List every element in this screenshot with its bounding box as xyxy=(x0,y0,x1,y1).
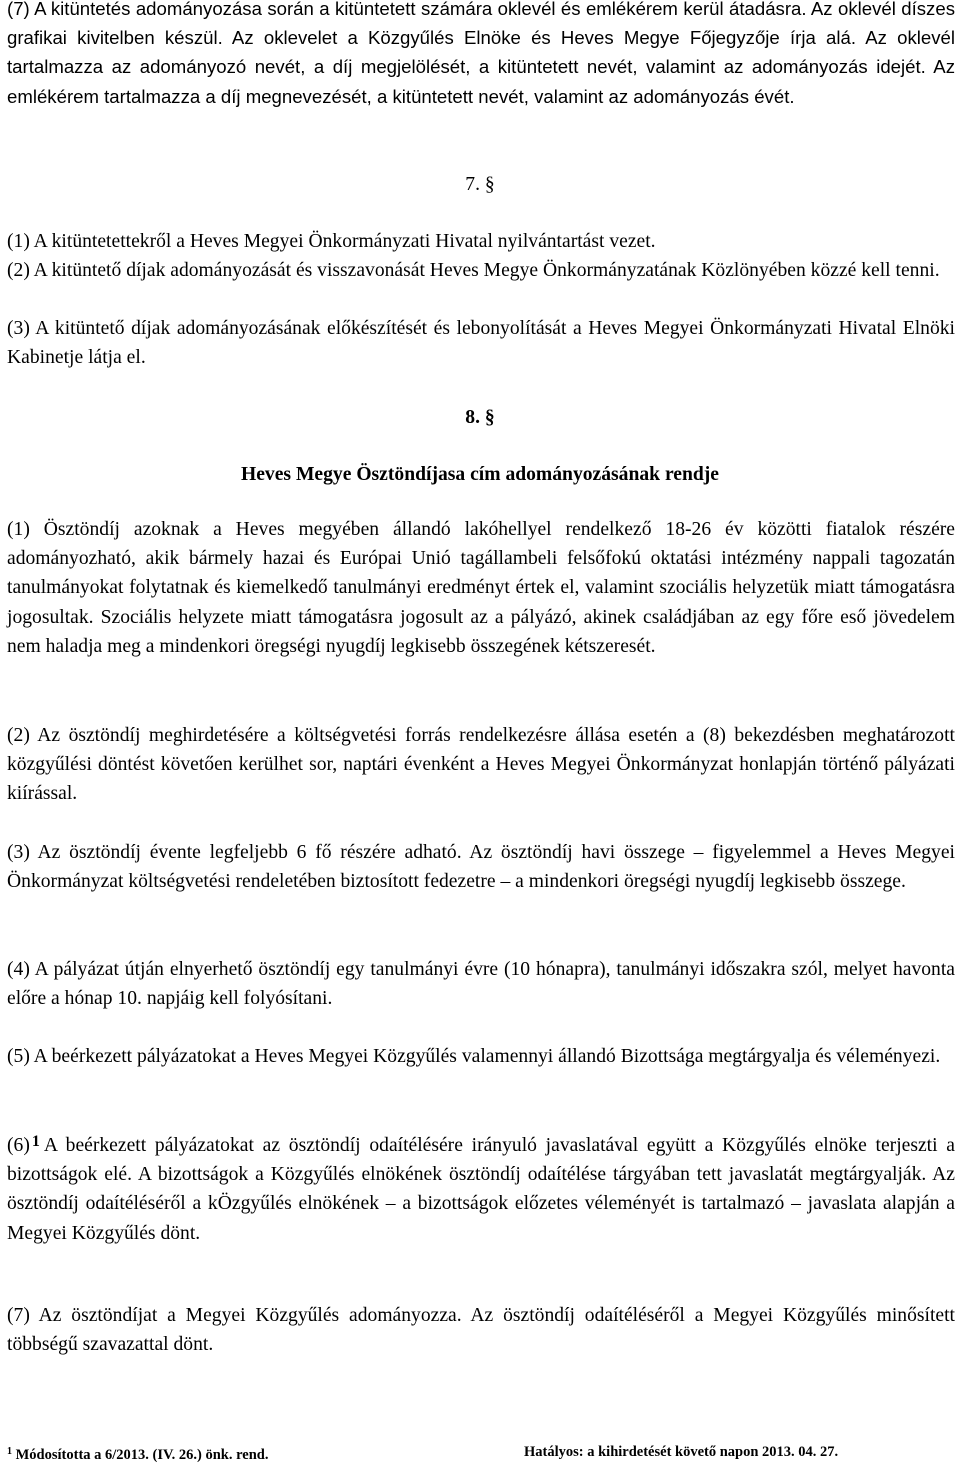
section-7-heading: 7. § xyxy=(465,174,495,195)
paragraph-6-text: A beérkezett pályázatokat az ösztöndíj odaítélésére irányuló javaslatával együtt a Közgyűlés elnöke terjeszti a bizottságok elé. A bizottságok a Közgyűlés elnökének ösztöndíj odaítélése tárgyában tett javaslatát megtárgyalják. Az ösztöndíj odaítéléséről a kÖzgyűlés elnökének – a bizottságok előzetes véleményét is tartalmazó – javaslata alapján a Megyei Közgyűlés dönt. xyxy=(7,1135,955,1244)
paragraph-7-text-c: Az emlékérem tartalmazza a díj megnevezését, a kitüntetett nevét, valamint az adományozás évét. xyxy=(7,56,955,107)
section-7-paragraph-3: (3) A kitüntető díjak adományozásának előkészítését és lebonyolítását a Heves Megyei Önkormányzati Hivatal Elnöki Kabinetje látja el. xyxy=(7,318,955,369)
paragraph-6-number: (6) xyxy=(7,1135,30,1156)
footnote xyxy=(7,1442,955,1465)
section-8-paragraph-2: (2) Az ösztöndíj meghirdetésére a költségvetési forrás rendelkezésre állása esetén a (8) bekezdésben meghatározott közgyűlési döntést követően kerülhet sor, naptári évenként a Heves Megyei Önkormányzat honlapján történő pályázati kiírással. xyxy=(7,725,955,805)
section-8-paragraph-5: (5) A beérkezett pályázatokat a Heves Megyei Közgyűlés valamennyi állandó Bizottsága megtárgyalja és véleményezi. xyxy=(7,1046,941,1067)
paragraph-7-text-b: Az oklevél tartalmazza az adományozó nevét, a díj megjelölését, a kitüntetett nevét, valamint az adományozás idejét. xyxy=(7,27,955,78)
section-8-paragraph-4: (4) A pályázat útján elnyerhető ösztöndíj egy tanulmányi évre (10 hónapra), tanulmányi időszakra szól, melyet havonta előre a hónap 10. napjáig kell folyósítani. xyxy=(7,959,955,1010)
section-8-paragraph-7: (7) Az ösztöndíjat a Megyei Közgyűlés adományozza. Az ösztöndíj odaítéléséről a Megyei Közgyűlés minősített többségű szavazattal dönt. xyxy=(7,1305,955,1356)
section-7-paragraph-2: (2) A kitüntető díjak adományozását és visszavonását Heves Megye Önkormányzatának Közlönyében közzé kell tenni. xyxy=(7,260,940,281)
footnote-marker: 1 xyxy=(7,1446,12,1457)
section-8-paragraph-3: (3) Az ösztöndíj évente legfeljebb 6 fő részére adható. Az ösztöndíj havi összege – figyelemmel a Heves Megyei Önkormányzat költségvetési rendeletében biztosított fedezetre – a mindenkori öregségi nyugdíj legkisebb összege. xyxy=(7,842,955,893)
section-8-title: Heves Megye Ösztöndíjasa cím adományozásának rendje xyxy=(240,464,720,485)
footnote-amendment: Módosította a 6/2013. (IV. 26.) önk. rend. xyxy=(15,1447,269,1463)
footnote-reference[interactable]: 1 xyxy=(31,1133,40,1150)
footnote-effective-date: Hatályos: a kihirdetését követő napon 2013. 04. 27. xyxy=(524,1444,839,1460)
section-7-paragraph-1: (1) A kitüntetettekről a Heves Megyei Önkormányzati Hivatal nyilvántartást vezet. xyxy=(7,231,656,252)
section-8-paragraph-1: (1) Ösztöndíj azoknak a Heves megyében állandó lakóhellyel rendelkező 18-26 év közötti fiatalok részére adományozható, akik bármely hazai és Európai Unió tagállambeli felsőfokú oktatási intézmény nappali tagozatán tanulmányokat folytatnak és kiemelkedő tanulmányi eredményt értek el, valamint szociális helyzetük miatt támogatásra jogosultak. Szociális helyzete miatt támogatásra jogosult az a pályázó, akinek családjában az egy főre eső jövedelem nem haladja meg a mindenkori öregségi nyugdíj legkisebb összegének kétszeresét. xyxy=(7,519,955,657)
paragraph-7-award-handover xyxy=(7,0,955,111)
paragraph-7-text-a: (7) A kitüntetés adományozása során a kitüntetett számára oklevél és emlékérem kerül átadásra. Az oklevél díszes grafikai kivitelben készül. Az oklevelet a Közgyűlés Elnöke és Heves Megye Főjegyzője írja alá. xyxy=(7,0,955,49)
section-8-paragraph-6 xyxy=(7,1127,955,1248)
section-8-heading: 8. § xyxy=(465,407,495,428)
